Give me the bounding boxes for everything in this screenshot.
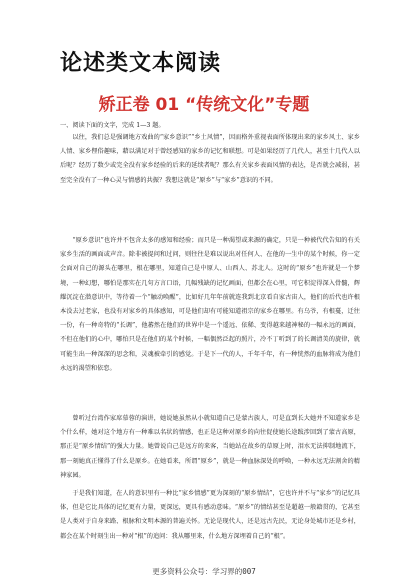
paragraph-3: 曾听过台湾作家席慕蓉的演讲，她说她虽然从小就知道自己是蒙古族人，可是直到长大她并不知道家乡是个什么样，她对这个地方有一种难以名状的情感，也正是这种对原乡的向往促使她长途跋涉回到了蒙古高原，那正是“原乡情结”的强大力量。她曾说自己是远方的来客，当她站在故乡的草原上时，泪水无法抑制地流下，那一刻她真正懂得了什么是原乡。在她看来，所谓“原乡”，就是一种血脉深处的呼唤，一种永远无法割舍的精神家园。 [60,415,360,479]
instruction-text: 一、阅读下面的文字，完成 1—3 题。 [60,122,165,129]
paragraph-1: 以往，我们总是强调地方戏曲的“家乡意识”“乡土风情”，因而格外重视表面所体现出来的家乡风土、家乡人情、家乡俚俗趣味，藉以满足对于曾经感知的家乡的记忆和联想。可是如果经历了几代人，甚至十几代人以后呢？经历了数少或完全没有家乡经验的后来的延续者呢？那么有关家乡表面风情的表达，是否就会减弱，甚至完全没有了一种心灵与情感的共振？我想这就是“原乡”与“家乡”意识的不同。 [60,134,360,184]
footer-watermark-text: 更多资料公众号：学习界的007 [152,567,256,576]
document-subtitle: 矫正卷 01 “传统文化”专题 [98,95,310,115]
document-title: 论述类文本阅读 [60,51,222,76]
paragraph-2: “原乡意识”也许并不包含太多的感知和经验；而只是一种渴望或来源的确定，只是一种被代代告知的有关家乡生活的画面或声音。除非被提问和过问，则往往是难以说出对任何人、在他的一生中的某个时候，你一定会面对自己的源头在哪里，根在哪里，知道自己是中原人、山西人、苏北人。这时的“原乡”也许就是一个梦境，一种幻想，哪怕是那实在几句方言口语，几幅残缺的记忆画面，但都会在心里，可它积淀得深入骨髓，辉耀沉淀在潜意识中，等待着一个“触动唤醒”，比如好几年年前就连我到北京看自家古宙人，他们的后代也许根本没去过老家，也没有对家乡的具体感知，可是他们却有可能知道祖宗的家乡在哪里。有乌爷，有根蔓，迁往一份，有一种奇特的“长调”，他蕃然在他们的世界中是一个遥远、依稀、变得越来越神秘的一幅永远的画面，不但在他们的心中，哪怕只是在他们的某个时候，一幅偶然泛起的照片，冷不丁听到了的长调清美的旋律，就可能生出一种深深的思念和，灵魂被牵引的感觉。于是下一代的人，千年千年，有一种恍然的血脉将成为他们永远的渴望和依恋。 [60,237,360,372]
paragraph-4: 于是我们知道，在人的意识里有一种比“家乡情感”更为深刻的“原乡情结”，它也许并不与“家乡”的记忆具体，但是它比具体的记忆更有力量，更深远，更具有感动意味。“原乡”的情结甚至是超越一般籍贯的，它甚至是人类对于自身来路、根脉和文明本源的普遍关怀。无论是现代人，还是远古先民，无论身处城市还是乡村，都会在某个时刻生出一种对“根”的追问：我从哪里来，什么地方深埋着自己的“根”。 [60,490,360,540]
